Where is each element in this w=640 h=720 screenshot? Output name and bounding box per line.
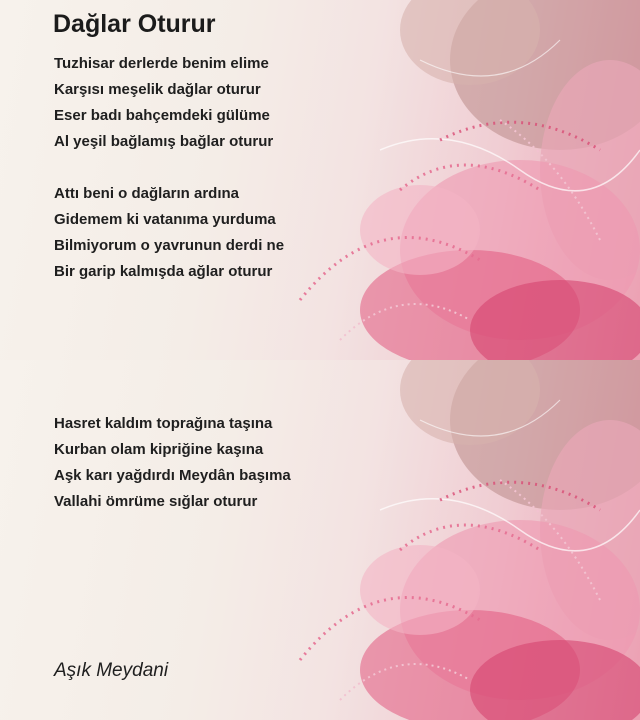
poem-line: Aşk karı yağdırdı Meydân başıma [54,467,291,484]
poem-line: Gidemem ki vatanıma yurduma [54,211,276,228]
stanza-1 [54,51,273,155]
poem-line: Al yeşil bağlamış bağlar oturur [54,133,274,150]
poem-line: Vallahi ömrüme sığlar oturur [54,493,258,510]
poem-line: Eser badı bahçemdeki gülüme [54,107,270,124]
poem-line: Bir garip kalmışda ağlar oturur [54,263,273,280]
poem-line: Bilmiyorum o yavrunun derdi ne [54,237,285,254]
poem-line: Kurban olam kipriğine kaşına [54,441,264,458]
poem-line: Karşısı meşelik dağlar oturur [54,81,261,98]
poem-line: Tuzhisar derlerde benim elime [54,55,269,72]
poem-line: Hasret kaldım toprağına taşına [54,415,273,432]
stanza-3 [54,411,291,515]
poem-line: Attı beni o dağların ardına [54,185,240,202]
poem-author: Aşık Meydani [54,660,169,681]
poem-title: Dağlar Oturur [53,10,216,38]
stanza-2 [54,181,284,285]
